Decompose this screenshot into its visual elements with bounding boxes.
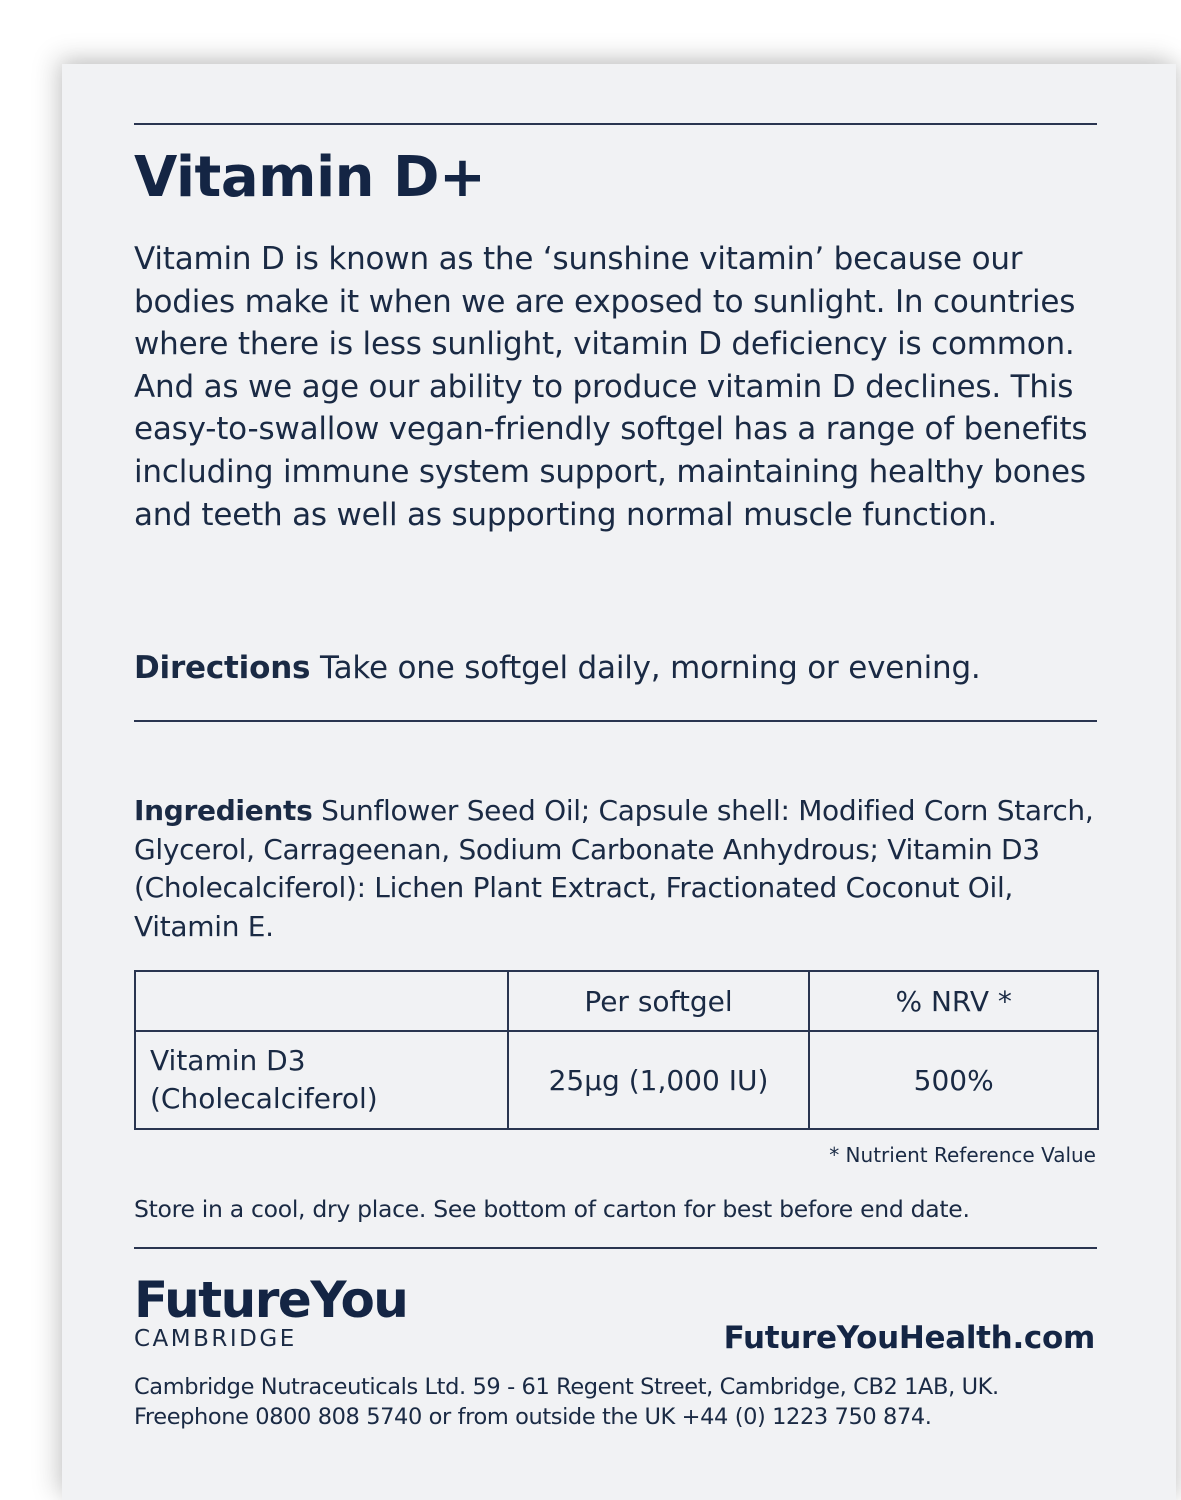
phone-line: Freephone 0800 808 5740 or from outside the UK +44 (0) 1223 750 874.	[134, 1404, 932, 1430]
table-row	[135, 1031, 1098, 1129]
nrv-value: 500%	[809, 1031, 1098, 1129]
nrv-footnote: * Nutrient Reference Value	[829, 1143, 1096, 1167]
ingredients-text: Sunflower Seed Oil; Capsule shell: Modified Corn Starch, Glycerol, Carrageenan, Sodium Carbonate Anhydrous; Vitamin D3 (Cholecalciferol): Lichen Plant Extract, Fractionated Coconut Oil, Vitamin E.	[134, 794, 1094, 943]
company-address	[134, 1372, 1099, 1432]
directions-text: Take one softgel daily, morning or evening.	[310, 650, 981, 686]
top-divider	[134, 123, 1097, 125]
ingredients-label: Ingredients	[134, 794, 313, 827]
table-header-row	[135, 971, 1098, 1031]
brand-subtitle: CAMBRIDGE	[134, 1326, 297, 1352]
table-header-cell	[135, 971, 508, 1031]
nutrient-name-cell	[135, 1031, 508, 1129]
bottom-divider	[134, 1247, 1097, 1249]
nutrient-name: Vitamin D3	[150, 1044, 306, 1077]
nutrition-table	[134, 970, 1099, 1130]
ingredients-section	[134, 792, 1099, 946]
per-softgel-value: 25µg (1,000 IU)	[508, 1031, 810, 1129]
product-title: Vitamin D+	[134, 145, 486, 210]
table-header-per-softgel: Per softgel	[508, 971, 810, 1031]
address-line: Cambridge Nutraceuticals Ltd. 59 - 61 Regent Street, Cambridge, CB2 1AB, UK.	[134, 1374, 999, 1400]
product-description: Vitamin D is known as the ‘sunshine vitamin’ because our bodies make it when we are exposed to sunlight. In countries where there is less sunlight, vitamin D deficiency is common. And as we age our ability to produce vitamin D declines. This easy-to-swallow vegan-friendly softgel has a range of benefits including immune system support, maintaining healthy bones and teeth as well as supporting normal muscle function.	[134, 241, 1088, 533]
nutrient-chemical-name: (Cholecalciferol)	[150, 1082, 378, 1115]
middle-divider	[134, 720, 1097, 722]
directions-section	[134, 648, 1094, 688]
storage-instructions: Store in a cool, dry place. See bottom of carton for best before end date.	[134, 1195, 970, 1223]
brand-name: FutureYou	[134, 1271, 408, 1329]
website-url: FutureYouHealth.com	[723, 1320, 1095, 1356]
brand-logo	[134, 1272, 407, 1352]
directions-label: Directions	[134, 650, 311, 686]
table-header-nrv: % NRV *	[809, 971, 1098, 1031]
